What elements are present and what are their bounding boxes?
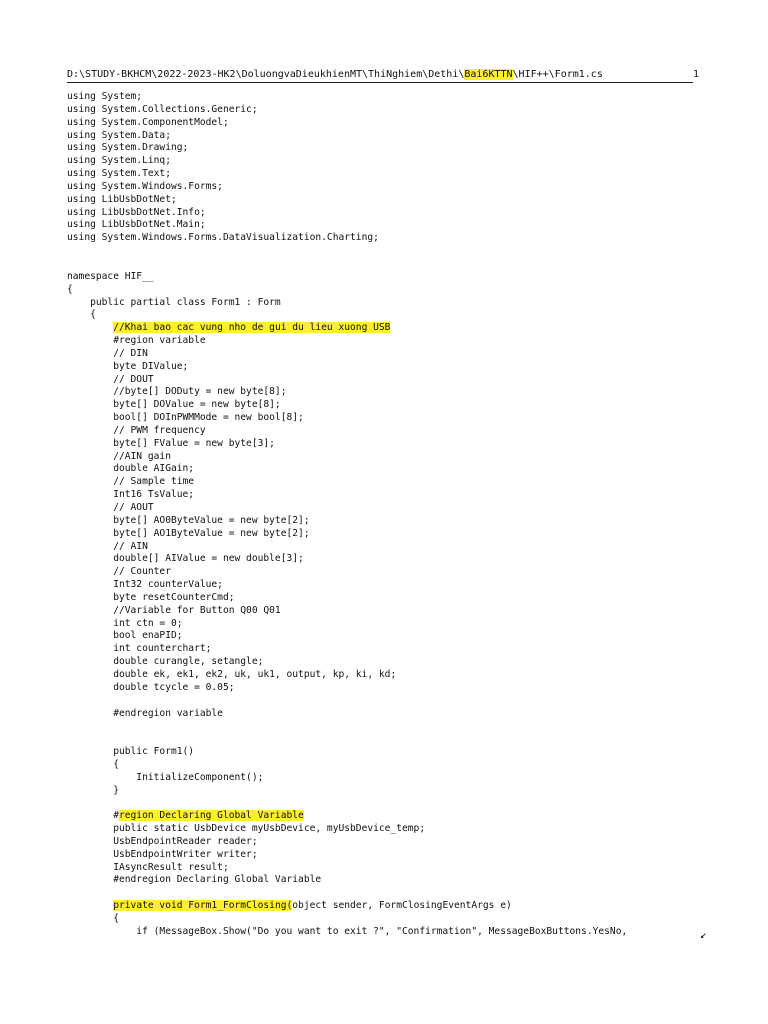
code-line bbox=[67, 759, 727, 772]
code-line bbox=[67, 926, 727, 939]
highlighted-code-text: //Khai bao cac vung nho de gui du lieu xuong USB bbox=[113, 322, 391, 334]
code-line bbox=[67, 155, 727, 168]
code-text: // Sample time bbox=[67, 476, 195, 488]
code-text: Int16 TsValue; bbox=[67, 489, 195, 501]
code-text: byte[] AO1ByteValue = new byte[2]; bbox=[67, 527, 310, 539]
highlighted-code-text: private void Form1_FormClosing( bbox=[113, 900, 293, 912]
highlighted-code-text: region Declaring Global Variable bbox=[118, 810, 304, 822]
code-line bbox=[67, 643, 727, 656]
code-line bbox=[67, 399, 727, 412]
code-line bbox=[67, 618, 727, 631]
code-text: UsbEndpointReader reader; bbox=[67, 835, 258, 847]
code-line bbox=[67, 322, 727, 335]
code-line bbox=[67, 682, 727, 695]
code-text: using System.Text; bbox=[67, 168, 171, 180]
code-line bbox=[67, 874, 727, 887]
code-line bbox=[67, 887, 727, 900]
code-text: byte[] AO0ByteValue = new byte[2]; bbox=[67, 514, 310, 526]
code-line bbox=[67, 489, 727, 502]
code-text: // AOUT bbox=[67, 502, 154, 513]
code-line bbox=[67, 476, 727, 489]
code-line bbox=[67, 168, 727, 181]
code-text: public partial class Form1 : Form bbox=[67, 296, 281, 308]
code-text: using System.Collections.Generic; bbox=[67, 103, 258, 115]
code-text: using System.Linq; bbox=[67, 155, 171, 167]
code-text: // DOUT bbox=[67, 373, 154, 385]
code-line bbox=[67, 117, 727, 130]
code-text: using LibUsbDotNet; bbox=[67, 193, 177, 205]
code-text: public Form1() bbox=[67, 746, 195, 758]
code-line bbox=[67, 463, 727, 476]
code-text: #region variable bbox=[67, 335, 206, 347]
code-line bbox=[67, 361, 727, 374]
code-line bbox=[67, 207, 727, 220]
code-text: # bbox=[67, 810, 119, 822]
code-line bbox=[67, 823, 727, 836]
code-line bbox=[67, 142, 727, 155]
code-text: using System.Data; bbox=[67, 129, 171, 141]
code-text: bool[] DOInPWMMode = new bool[8]; bbox=[67, 412, 304, 424]
code-text bbox=[67, 322, 113, 333]
code-line bbox=[67, 284, 727, 297]
code-text: //byte[] DODuty = new byte[8]; bbox=[67, 386, 287, 398]
code-text: double[] AIValue = new double[3]; bbox=[67, 553, 304, 565]
code-text: using System; bbox=[67, 91, 143, 102]
code-line bbox=[67, 836, 727, 849]
code-line bbox=[67, 862, 727, 875]
code-line bbox=[67, 297, 727, 310]
code-line bbox=[67, 553, 727, 566]
code-text: double ek, ek1, ek2, uk, uk1, output, kp, ki, kd; bbox=[67, 668, 397, 680]
code-line bbox=[67, 181, 727, 194]
page-number: 1 bbox=[693, 69, 700, 80]
code-line bbox=[67, 515, 727, 528]
code-text: // DIN bbox=[67, 347, 148, 359]
code-text: bool enaPID; bbox=[67, 630, 183, 642]
path-prefix: D:\STUDY-BKHCM\2022-2023-HK2\DoluongvaDieukhienMT\ThiNghiem\Dethi\ bbox=[67, 69, 465, 80]
code-line bbox=[67, 194, 727, 207]
code-line bbox=[67, 656, 727, 669]
code-text: Int32 counterValue; bbox=[67, 579, 223, 591]
code-text: using System.Drawing; bbox=[67, 142, 189, 154]
line-wrap-arrow-icon: ↙ bbox=[700, 928, 707, 941]
code-text: byte DIValue; bbox=[67, 360, 189, 372]
code-text: int ctn = 0; bbox=[67, 617, 183, 629]
code-text bbox=[67, 900, 113, 911]
code-line bbox=[67, 374, 727, 387]
path-suffix: \HIF++\Form1.cs bbox=[512, 69, 603, 80]
code-text: double AIGain; bbox=[67, 463, 195, 475]
code-line bbox=[67, 708, 727, 721]
path-highlight: Bai6KTTN bbox=[464, 69, 513, 80]
code-text: using System.ComponentModel; bbox=[67, 116, 229, 128]
code-line bbox=[67, 451, 727, 464]
code-text: byte resetCounterCmd; bbox=[67, 591, 235, 603]
code-line bbox=[67, 130, 727, 143]
code-line bbox=[67, 335, 727, 348]
code-text: // PWM frequency bbox=[67, 424, 206, 436]
code-text: byte[] DOValue = new byte[8]; bbox=[67, 399, 281, 411]
code-line bbox=[67, 630, 727, 643]
code-line bbox=[67, 810, 727, 823]
code-line bbox=[67, 695, 727, 708]
code-text: IAsyncResult result; bbox=[67, 861, 229, 873]
code-text: object sender, FormClosingEventArgs e) bbox=[292, 900, 512, 912]
code-line bbox=[67, 733, 727, 746]
code-text: using LibUsbDotNet.Main; bbox=[67, 219, 206, 231]
code-line bbox=[67, 258, 727, 271]
code-text: if (MessageBox.Show("Do you want to exit ?", "Confirmation", MessageBoxButtons.YesNo, bbox=[67, 925, 628, 937]
code-text: { bbox=[67, 913, 119, 924]
code-line bbox=[67, 541, 727, 554]
code-text: int counterchart; bbox=[67, 643, 212, 655]
code-text: double tcycle = 0.05; bbox=[67, 681, 235, 693]
code-line bbox=[67, 849, 727, 862]
code-text: InitializeComponent(); bbox=[67, 771, 264, 783]
code-line bbox=[67, 566, 727, 579]
code-text: public static UsbDevice myUsbDevice, myUsbDevice_temp; bbox=[67, 823, 426, 835]
code-line bbox=[67, 772, 727, 785]
code-text: using System.Windows.Forms; bbox=[67, 180, 223, 192]
code-line bbox=[67, 309, 727, 322]
code-line bbox=[67, 900, 727, 913]
code-text: using System.Windows.Forms.DataVisualization.Charting; bbox=[67, 232, 379, 244]
code-text: //Variable for Button Q00 Q01 bbox=[67, 604, 281, 616]
file-path-header bbox=[67, 68, 693, 83]
code-line bbox=[67, 605, 727, 618]
code-text: #endregion Declaring Global Variable bbox=[67, 874, 322, 886]
code-text: namespace HIF__ bbox=[67, 270, 154, 282]
code-line bbox=[67, 271, 727, 284]
code-listing bbox=[67, 91, 727, 939]
code-line bbox=[67, 91, 727, 104]
code-line bbox=[67, 785, 727, 798]
code-line bbox=[67, 425, 727, 438]
code-line bbox=[67, 746, 727, 759]
code-line bbox=[67, 348, 727, 361]
code-text: { bbox=[67, 758, 119, 770]
code-text: #endregion variable bbox=[67, 707, 223, 719]
code-text: // Counter bbox=[67, 566, 171, 578]
code-text: byte[] FValue = new byte[3]; bbox=[67, 437, 275, 449]
code-text: // AIN bbox=[67, 540, 148, 552]
code-text: using LibUsbDotNet.Info; bbox=[67, 206, 206, 218]
code-line bbox=[67, 720, 727, 733]
code-line bbox=[67, 913, 727, 926]
code-line bbox=[67, 502, 727, 515]
code-line bbox=[67, 232, 727, 245]
code-line bbox=[67, 219, 727, 232]
code-line bbox=[67, 245, 727, 258]
code-line bbox=[67, 669, 727, 682]
code-line bbox=[67, 104, 727, 117]
code-text: UsbEndpointWriter writer; bbox=[67, 848, 258, 860]
code-text: { bbox=[67, 309, 96, 321]
code-line bbox=[67, 528, 727, 541]
code-line bbox=[67, 386, 727, 399]
code-line bbox=[67, 579, 727, 592]
code-text: } bbox=[67, 784, 119, 796]
code-line bbox=[67, 797, 727, 810]
code-text: { bbox=[67, 283, 73, 295]
code-line bbox=[67, 592, 727, 605]
code-text: double curangle, setangle; bbox=[67, 656, 264, 668]
code-line bbox=[67, 412, 727, 425]
code-line bbox=[67, 438, 727, 451]
code-text: //AIN gain bbox=[67, 450, 171, 462]
